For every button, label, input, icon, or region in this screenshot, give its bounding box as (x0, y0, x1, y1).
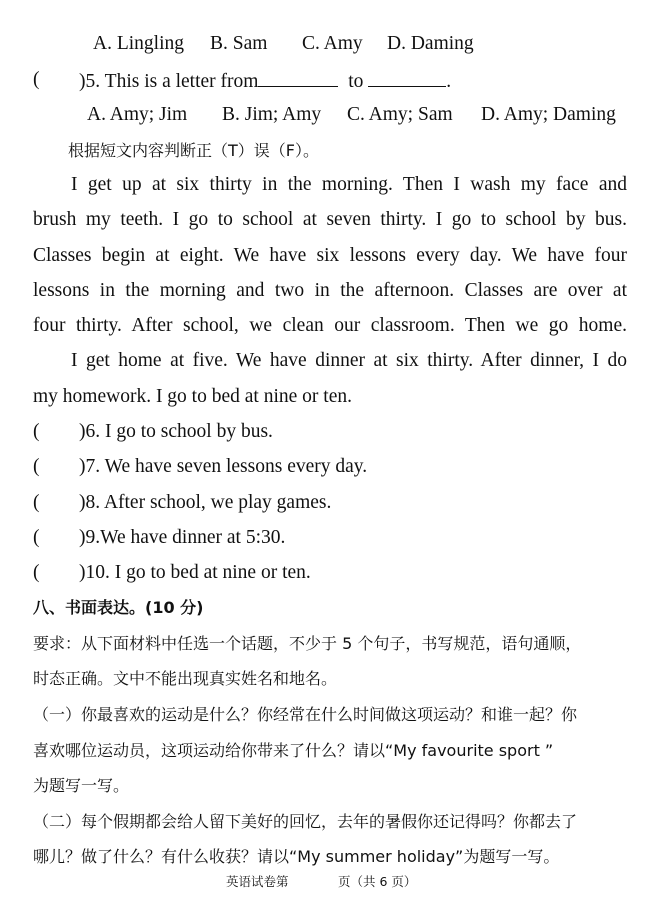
tf-item-number: )7. (79, 456, 101, 477)
tf-paren-open[interactable]: ( (33, 562, 40, 583)
q4-option-d: D. Daming (387, 33, 474, 54)
tf-item (79, 561, 311, 585)
tf-paren-open[interactable]: ( (33, 421, 40, 442)
topic-1-line: 喜欢哪位运动员，这项运动给你带来了什么？请以“My favourite sport ” (33, 741, 554, 760)
tf-item-number: )10. (79, 562, 110, 583)
topic-2-line: （二）每个假期都会给人留下美好的回忆，去年的暑假你还记得吗？你都去了 (33, 812, 578, 831)
q5-stem (79, 68, 451, 94)
q5-stem-b: to (348, 71, 364, 92)
q5-option-d: D. Amy; Daming (481, 104, 616, 125)
q5-number: 5. (85, 71, 101, 92)
q5-blank-1[interactable] (258, 68, 338, 87)
q5-paren-open: ( (33, 69, 40, 90)
q5-option-c: C. Amy; Sam (347, 104, 453, 125)
tf-paren-open[interactable]: ( (33, 492, 40, 513)
tf-item (79, 420, 273, 444)
tf-item-number: )8. (79, 492, 101, 513)
tf-item (79, 526, 285, 550)
passage-line: I get home at five. We have dinner at six thirty. After dinner, I do (71, 350, 627, 371)
tf-item-text: We have dinner at 5:30. (100, 527, 286, 548)
passage-line: lessons in the morning and two in the afternoon. Classes are over at (33, 280, 627, 301)
tf-item-text: I go to bed at nine or ten. (114, 562, 311, 583)
topic-1-line: 为题写一写。 (33, 776, 130, 795)
tf-item-number: )9. (79, 527, 101, 548)
requirement-line: 时态正确。文中不能出现真实姓名和地名。 (33, 669, 338, 688)
q4-option-a: A. Lingling (93, 33, 184, 54)
tf-item-text: I go to school by bus. (105, 421, 273, 442)
q4-option-b: B. Sam (210, 33, 268, 54)
requirement-line: 要求：从下面材料中任选一个话题，不少于 5 个句子，书写规范，语句通顺， (33, 634, 582, 653)
footer-left: 英语试卷第 (226, 874, 289, 889)
q5-option-a: A. Amy; Jim (87, 104, 188, 125)
tf-item-number: )6. (79, 421, 101, 442)
footer-right: 页（共 6 页） (338, 874, 417, 889)
q5-blank-2[interactable] (368, 68, 446, 87)
q5-end: . (446, 71, 452, 92)
tf-instruction: 根据短文内容判断正（T）误（F）。 (68, 141, 319, 160)
tf-item (79, 491, 331, 515)
section-8-heading: 八、书面表达。(10 分) (33, 598, 204, 617)
topic-1-line: （一）你最喜欢的运动是什么？你经常在什么时间做这项运动？和谁一起？你 (33, 705, 578, 724)
passage-line: four thirty. After school, we clean our classroom. Then we go home. (33, 315, 627, 336)
passage-line: Classes begin at eight. We have six lessons every day. We have four (33, 245, 627, 266)
passage-line: my homework. I go to bed at nine or ten. (33, 386, 352, 407)
tf-item-text: We have seven lessons every day. (104, 456, 368, 477)
tf-item (79, 455, 367, 479)
tf-paren-open[interactable]: ( (33, 527, 40, 548)
q4-option-c: C. Amy (302, 33, 363, 54)
q5-paren-close: ) (79, 71, 86, 92)
passage-line: brush my teeth. I go to school at seven thirty. I go to school by bus. (33, 209, 627, 230)
tf-item-text: After school, we play games. (103, 492, 332, 513)
q5-stem-a: This is a letter from (104, 71, 259, 92)
topic-2-line: 哪儿？做了什么？有什么收获？请以“My summer holiday”为题写一写。 (33, 847, 560, 866)
q5-option-b: B. Jim; Amy (222, 104, 322, 125)
passage-line: I get up at six thirty in the morning. Then I wash my face and (71, 174, 627, 195)
tf-paren-open[interactable]: ( (33, 456, 40, 477)
